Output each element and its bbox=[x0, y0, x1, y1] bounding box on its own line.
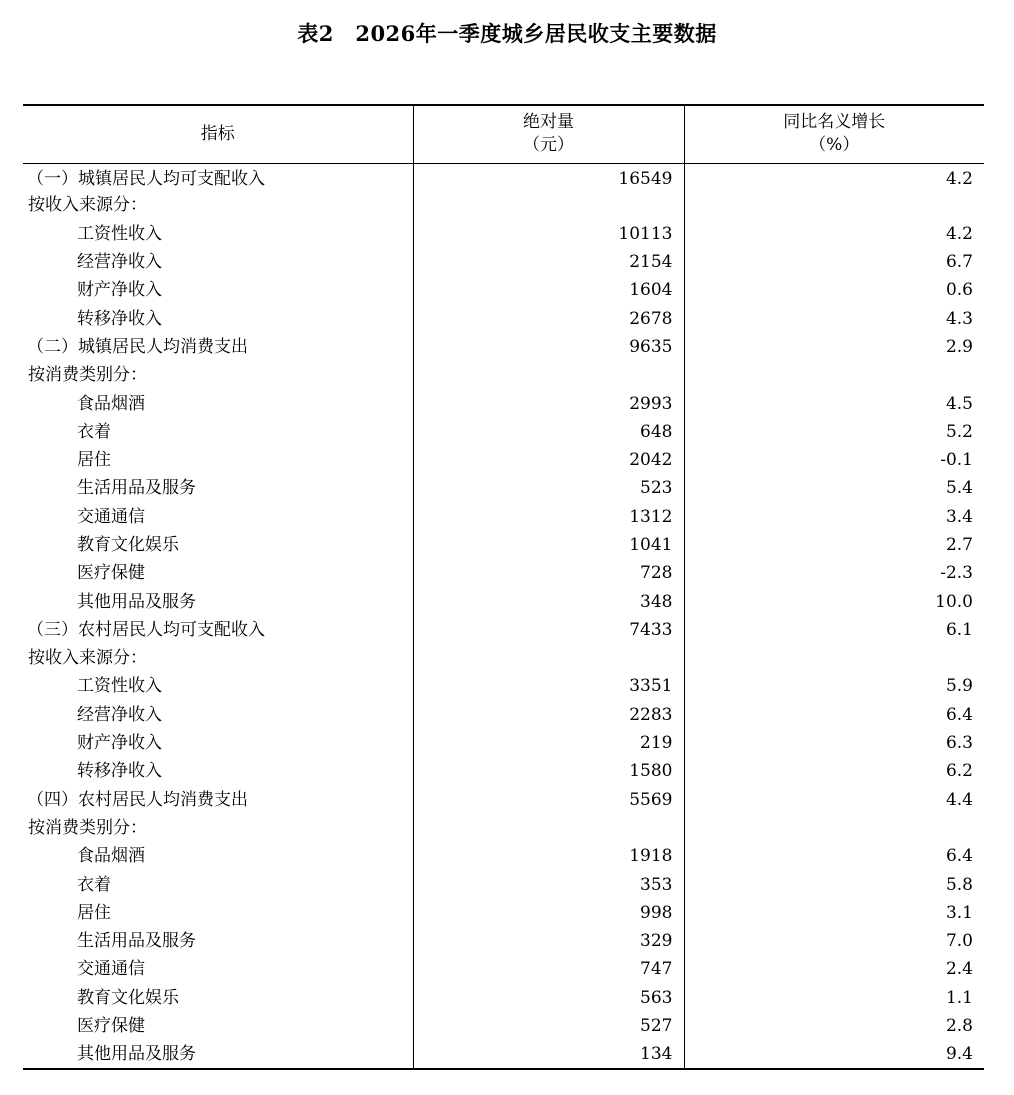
row-label: （三）农村居民人均可支配收入 bbox=[27, 619, 265, 640]
table-row bbox=[23, 814, 984, 842]
row-label: 食品烟酒 bbox=[77, 846, 145, 867]
table-row bbox=[23, 191, 984, 219]
row-growth-value bbox=[684, 644, 984, 672]
row-label: 食品烟酒 bbox=[77, 393, 145, 414]
row-label: 教育文化娱乐 bbox=[77, 535, 179, 555]
row-absolute-value: 5569 bbox=[413, 786, 684, 814]
header-indicator-label: 指标 bbox=[200, 123, 235, 144]
row-label: 衣着 bbox=[77, 874, 111, 895]
table-row bbox=[23, 984, 984, 1012]
row-absolute-value: 134 bbox=[413, 1040, 684, 1068]
table-row bbox=[23, 446, 984, 474]
row-label: （一）城镇居民人均可支配收入 bbox=[27, 168, 265, 189]
row-label: 财产净收入 bbox=[77, 733, 162, 754]
row-growth-value: 10.0 bbox=[684, 587, 984, 615]
row-label: 按收入来源分： bbox=[28, 195, 147, 216]
row-label: （四）农村居民人均消费支出 bbox=[27, 789, 248, 810]
row-growth-value: 7.0 bbox=[684, 927, 984, 955]
table-row bbox=[23, 644, 984, 672]
row-label: 衣着 bbox=[77, 421, 111, 442]
row-label: 工资性收入 bbox=[77, 223, 162, 244]
row-growth-value: 2.8 bbox=[684, 1012, 984, 1040]
table-row bbox=[23, 1012, 984, 1040]
row-growth-value: 5.9 bbox=[684, 672, 984, 700]
table-header-row bbox=[23, 105, 984, 163]
row-label: 医疗保健 bbox=[77, 1016, 145, 1037]
row-label: 交通通信 bbox=[77, 506, 145, 527]
row-absolute-value: 523 bbox=[413, 474, 684, 502]
income-expenditure-table bbox=[23, 104, 984, 1070]
row-label: 按收入来源分： bbox=[28, 648, 147, 669]
table-row bbox=[23, 870, 984, 898]
row-absolute-value: 219 bbox=[413, 729, 684, 757]
row-growth-value: 6.4 bbox=[684, 842, 984, 870]
table-row bbox=[23, 418, 984, 446]
row-growth-value: -0.1 bbox=[684, 446, 984, 474]
table-row bbox=[23, 842, 984, 870]
row-growth-value: 3.4 bbox=[684, 503, 984, 531]
row-absolute-value: 16549 bbox=[413, 163, 684, 191]
row-absolute-value: 2993 bbox=[413, 389, 684, 417]
row-absolute-value: 3351 bbox=[413, 672, 684, 700]
row-absolute-value: 1312 bbox=[413, 503, 684, 531]
header-growth-unit: （%） bbox=[809, 135, 860, 156]
table-row bbox=[23, 899, 984, 927]
row-label: 经营净收入 bbox=[77, 704, 162, 725]
row-growth-value: 4.5 bbox=[684, 389, 984, 417]
row-growth-value: 4.2 bbox=[684, 220, 984, 248]
row-growth-value: 4.4 bbox=[684, 786, 984, 814]
row-absolute-value: 563 bbox=[413, 984, 684, 1012]
row-label: 经营净收入 bbox=[77, 252, 162, 273]
table-row bbox=[23, 276, 984, 304]
row-label: 医疗保健 bbox=[77, 563, 145, 584]
row-absolute-value: 353 bbox=[413, 870, 684, 898]
header-absolute-label: 绝对量 bbox=[523, 112, 574, 133]
table-title: 表2 2026年一季度城乡居民收支主要数据 bbox=[297, 21, 717, 46]
table-row bbox=[23, 248, 984, 276]
table-row bbox=[23, 729, 984, 757]
row-absolute-value bbox=[413, 361, 684, 389]
header-absolute-value bbox=[413, 105, 684, 163]
row-growth-value bbox=[684, 361, 984, 389]
row-absolute-value: 998 bbox=[413, 899, 684, 927]
row-label: 转移净收入 bbox=[77, 308, 162, 329]
table-row bbox=[23, 304, 984, 332]
row-label: （二）城镇居民人均消费支出 bbox=[27, 336, 248, 357]
table-row bbox=[23, 616, 984, 644]
row-absolute-value: 10113 bbox=[413, 220, 684, 248]
row-label: 工资性收入 bbox=[77, 676, 162, 697]
table-row bbox=[23, 701, 984, 729]
row-growth-value: 3.1 bbox=[684, 899, 984, 927]
row-absolute-value: 348 bbox=[413, 587, 684, 615]
table-row bbox=[23, 955, 984, 983]
row-absolute-value: 2678 bbox=[413, 304, 684, 332]
row-growth-value: 5.8 bbox=[684, 870, 984, 898]
row-absolute-value: 329 bbox=[413, 927, 684, 955]
table-row bbox=[23, 220, 984, 248]
row-growth-value: 5.2 bbox=[684, 418, 984, 446]
table-row bbox=[23, 1040, 984, 1068]
row-label: 财产净收入 bbox=[77, 280, 162, 301]
row-absolute-value: 648 bbox=[413, 418, 684, 446]
row-absolute-value: 1604 bbox=[413, 276, 684, 304]
table-row bbox=[23, 559, 984, 587]
table-row bbox=[23, 361, 984, 389]
row-growth-value: 2.9 bbox=[684, 333, 984, 361]
table-row bbox=[23, 503, 984, 531]
table-row bbox=[23, 389, 984, 417]
row-label: 教育文化娱乐 bbox=[77, 987, 179, 1008]
row-absolute-value bbox=[413, 814, 684, 842]
header-growth-label: 同比名义增长 bbox=[783, 112, 886, 133]
row-label: 其他用品及服务 bbox=[23, 1040, 413, 1068]
header-growth bbox=[684, 105, 984, 163]
row-growth-value: 4.2 bbox=[684, 163, 984, 191]
row-absolute-value: 2283 bbox=[413, 701, 684, 729]
row-label: 按消费类别分： bbox=[28, 365, 147, 386]
table-row bbox=[23, 474, 984, 502]
header-absolute-unit: （元） bbox=[523, 135, 574, 156]
table-row bbox=[23, 757, 984, 785]
row-growth-value: 9.4 bbox=[684, 1040, 984, 1068]
row-growth-value: 6.7 bbox=[684, 248, 984, 276]
row-label: 按消费类别分： bbox=[28, 817, 147, 838]
row-absolute-value: 527 bbox=[413, 1012, 684, 1040]
row-growth-value: 6.1 bbox=[684, 616, 984, 644]
row-absolute-value: 1580 bbox=[413, 757, 684, 785]
row-absolute-value bbox=[413, 191, 684, 219]
row-growth-value bbox=[684, 191, 984, 219]
row-label: 生活用品及服务 bbox=[77, 478, 196, 499]
row-growth-value: 2.4 bbox=[684, 955, 984, 983]
row-growth-value: 6.3 bbox=[684, 729, 984, 757]
row-absolute-value bbox=[413, 644, 684, 672]
row-growth-value: -2.3 bbox=[684, 559, 984, 587]
row-growth-value: 6.2 bbox=[684, 757, 984, 785]
table-row bbox=[23, 672, 984, 700]
row-label: 其他用品及服务 bbox=[77, 591, 196, 612]
row-absolute-value: 747 bbox=[413, 955, 684, 983]
row-growth-value: 1.1 bbox=[684, 984, 984, 1012]
table-row bbox=[23, 531, 984, 559]
row-growth-value: 4.3 bbox=[684, 304, 984, 332]
row-absolute-value: 9635 bbox=[413, 333, 684, 361]
table-row bbox=[23, 786, 984, 814]
row-absolute-value: 1918 bbox=[413, 842, 684, 870]
row-growth-value: 0.6 bbox=[684, 276, 984, 304]
row-growth-value: 6.4 bbox=[684, 701, 984, 729]
row-growth-value: 2.7 bbox=[684, 531, 984, 559]
row-label: 生活用品及服务 bbox=[77, 931, 196, 952]
table-row bbox=[23, 163, 984, 191]
table-row bbox=[23, 587, 984, 615]
row-absolute-value: 1041 bbox=[413, 531, 684, 559]
row-growth-value: 5.4 bbox=[684, 474, 984, 502]
row-absolute-value: 728 bbox=[413, 559, 684, 587]
table-row bbox=[23, 333, 984, 361]
row-absolute-value: 2042 bbox=[413, 446, 684, 474]
row-label: 交通通信 bbox=[77, 959, 145, 980]
table-row bbox=[23, 927, 984, 955]
row-absolute-value: 7433 bbox=[413, 616, 684, 644]
row-absolute-value: 2154 bbox=[413, 248, 684, 276]
row-growth-value bbox=[684, 814, 984, 842]
header-indicator bbox=[23, 105, 413, 163]
row-label: 转移净收入 bbox=[77, 761, 162, 782]
row-label: 居住 bbox=[77, 902, 111, 923]
row-label: 居住 bbox=[77, 450, 111, 471]
